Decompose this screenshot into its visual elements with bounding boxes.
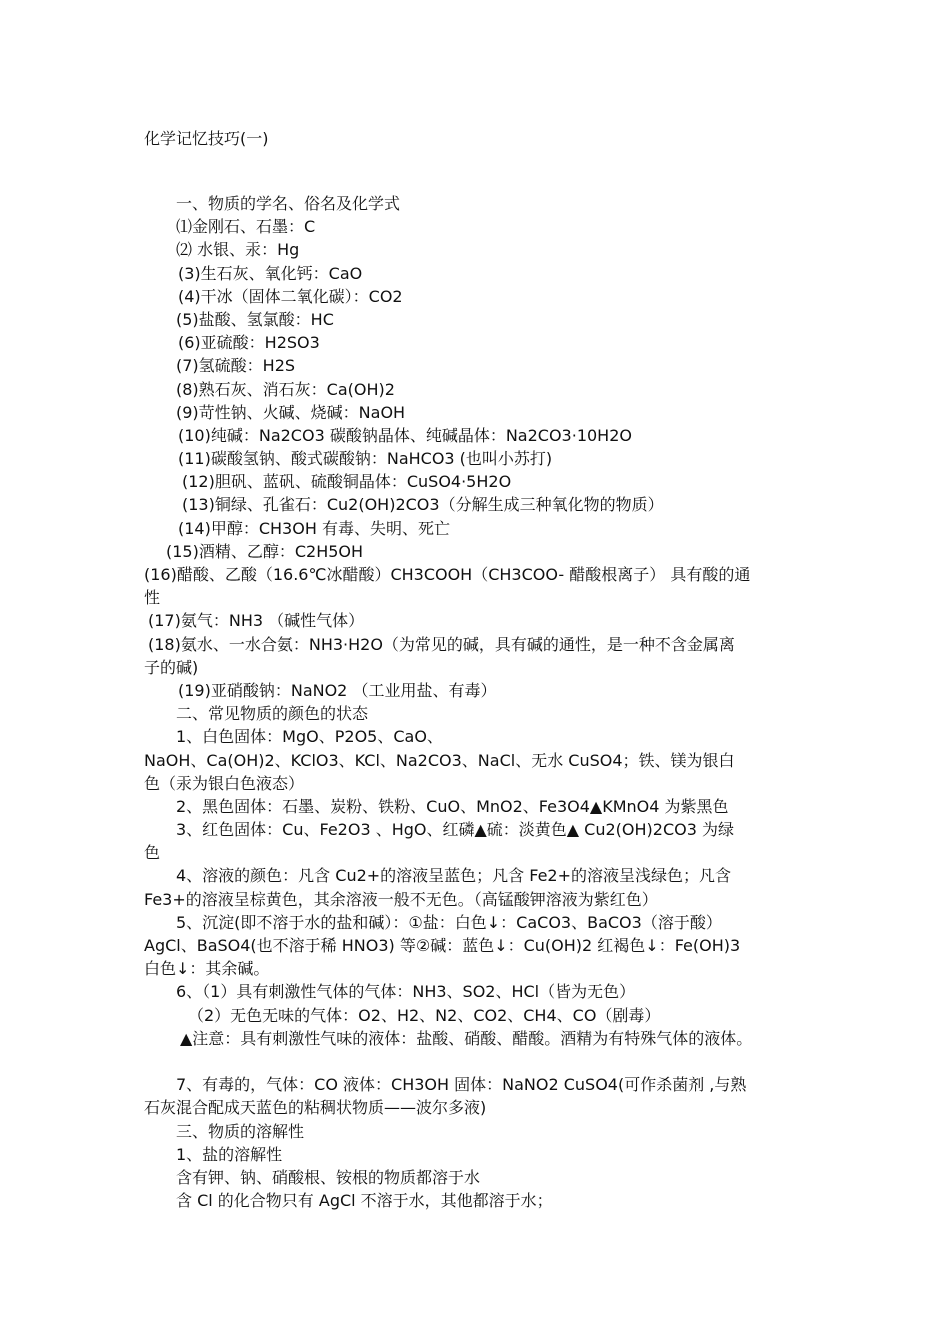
text-line: (9)苛性钠、火碱、烧碱：NaOH [176,402,406,422]
section-heading: 一、物质的学名、俗名及化学式 [176,194,401,213]
text-line: AgCl、BaSO4(也不溶于稀 HNO3) 等②碱：蓝色↓：Cu(OH)2 红褐色↓：Fe(OH)3 [144,936,741,955]
text-line: (14)甲醇：CH3OH 有毒、失明、死亡 [178,518,450,538]
document-title: 化学记忆技巧(一) [144,129,269,148]
text-line: ⑵ 水银、汞：Hg [176,240,300,260]
section-heading: 二、常见物质的颜色的状态 [176,704,369,724]
document-body [0,192,950,1212]
text-line: (18)氨水、一水合氨：NH3·H2O（为常见的碱，具有碱的通性，是一种不含金属离 [148,634,735,654]
text-line: (7)氢硫酸：H2S [176,356,296,376]
text-line: 1、白色固体：MgO、P2O5、CaO、 [176,727,443,747]
text-line: 子的碱) [144,657,199,677]
text-line: 色（汞为银白色液态） [144,773,305,793]
text-line: 含 Cl 的化合物只有 AgCl 不溶于水，其他都溶于水； [176,1191,553,1211]
text-line: (12)胆矾、蓝矾、硫酸铜晶体：CuSO4·5H2O [182,472,512,492]
text-line: (4)干冰（固体二氧化碳）：CO2 [178,286,403,306]
text-line: (11)碳酸氢钠、酸式碳酸钠：NaHCO3 (也叫小苏打) [178,449,553,469]
blank-line [0,1050,950,1073]
text-line: 5、沉淀(即不溶于水的盐和碱）：①盐：白色↓：CaCO3、BaCO3（溶于酸） [176,912,722,932]
text-line: 6、（1）具有刺激性气体的气体：NH3、SO2、HCl（皆为无色） [176,982,636,1002]
text-line: (13)铜绿、孔雀石：Cu2(OH)2CO3（分解生成三种氧化物的物质） [182,495,664,515]
text-line: 4、溶液的颜色：凡含 Cu2+的溶液呈蓝色；凡含 Fe2+的溶液呈浅绿色；凡含 [176,866,732,886]
text-line: 石灰混合配成天蓝色的粘稠状物质——波尔多液) [144,1098,487,1118]
text-line: (19)亚硝酸钠：NaNO2 （工业用盐、有毒） [178,680,497,700]
text-line: 1、盐的溶解性 [176,1144,283,1164]
text-line: 白色↓：其余碱。 [144,959,270,979]
text-line: (3)生石灰、氧化钙：CaO [178,263,363,283]
text-line: 色 [144,843,161,863]
text-line: (17)氨气：NH3 （碱性气体） [148,611,365,631]
text-line: ⑴金刚石、石墨：C [176,217,316,237]
text-line: (10)纯碱：Na2CO3 碳酸钠晶体、纯碱晶体：Na2CO3·10H2O [178,425,632,445]
text-line: (15)酒精、乙醇：C2H5OH [166,541,364,561]
text-line: Fe3+的溶液呈棕黄色，其余溶液一般不无色。（高锰酸钾溶液为紫红色） [144,889,658,909]
text-line: (8)熟石灰、消石灰：Ca(OH)2 [176,379,395,399]
text-line: 性 [144,588,161,608]
text-line: （2）无色无味的气体：O2、H2、N2、CO2、CH4、CO（剧毒） [188,1005,661,1025]
text-line: 7、有毒的，气体：CO 液体：CH3OH 固体：NaNO2 CuSO4(可作杀菌剂 ,与熟 [176,1075,747,1095]
text-line: NaOH、Ca(OH)2、KClO3、KCl、Na2CO3、NaCl、无水 CuSO4；铁、镁为银白 [144,750,735,770]
text-line: (16)醋酸、乙酸（16.6℃冰醋酸）CH3COOH（CH3COO- 醋酸根离子） 具有酸的通 [144,565,751,584]
text-line: 3、红色固体：Cu、Fe2O3 、HgO、红磷▲硫：淡黄色▲ Cu2(OH)2CO3 为绿 [176,820,734,840]
section-heading: 三、物质的溶解性 [176,1121,305,1141]
text-line: (5)盐酸、氢氯酸：HC [176,309,334,329]
text-line: 2、黑色固体：石墨、炭粉、铁粉、CuO、MnO2、Fe3O4▲KMnO4 为紫黑色 [176,796,729,816]
text-line: (6)亚硫酸：H2SO3 [178,333,320,353]
text-line: 含有钾、钠、硝酸根、铵根的物质都溶于水 [176,1167,481,1187]
text-line: ▲注意：具有刺激性气味的液体：盐酸、硝酸、醋酸。酒精为有特殊气体的液体。 [180,1028,753,1048]
